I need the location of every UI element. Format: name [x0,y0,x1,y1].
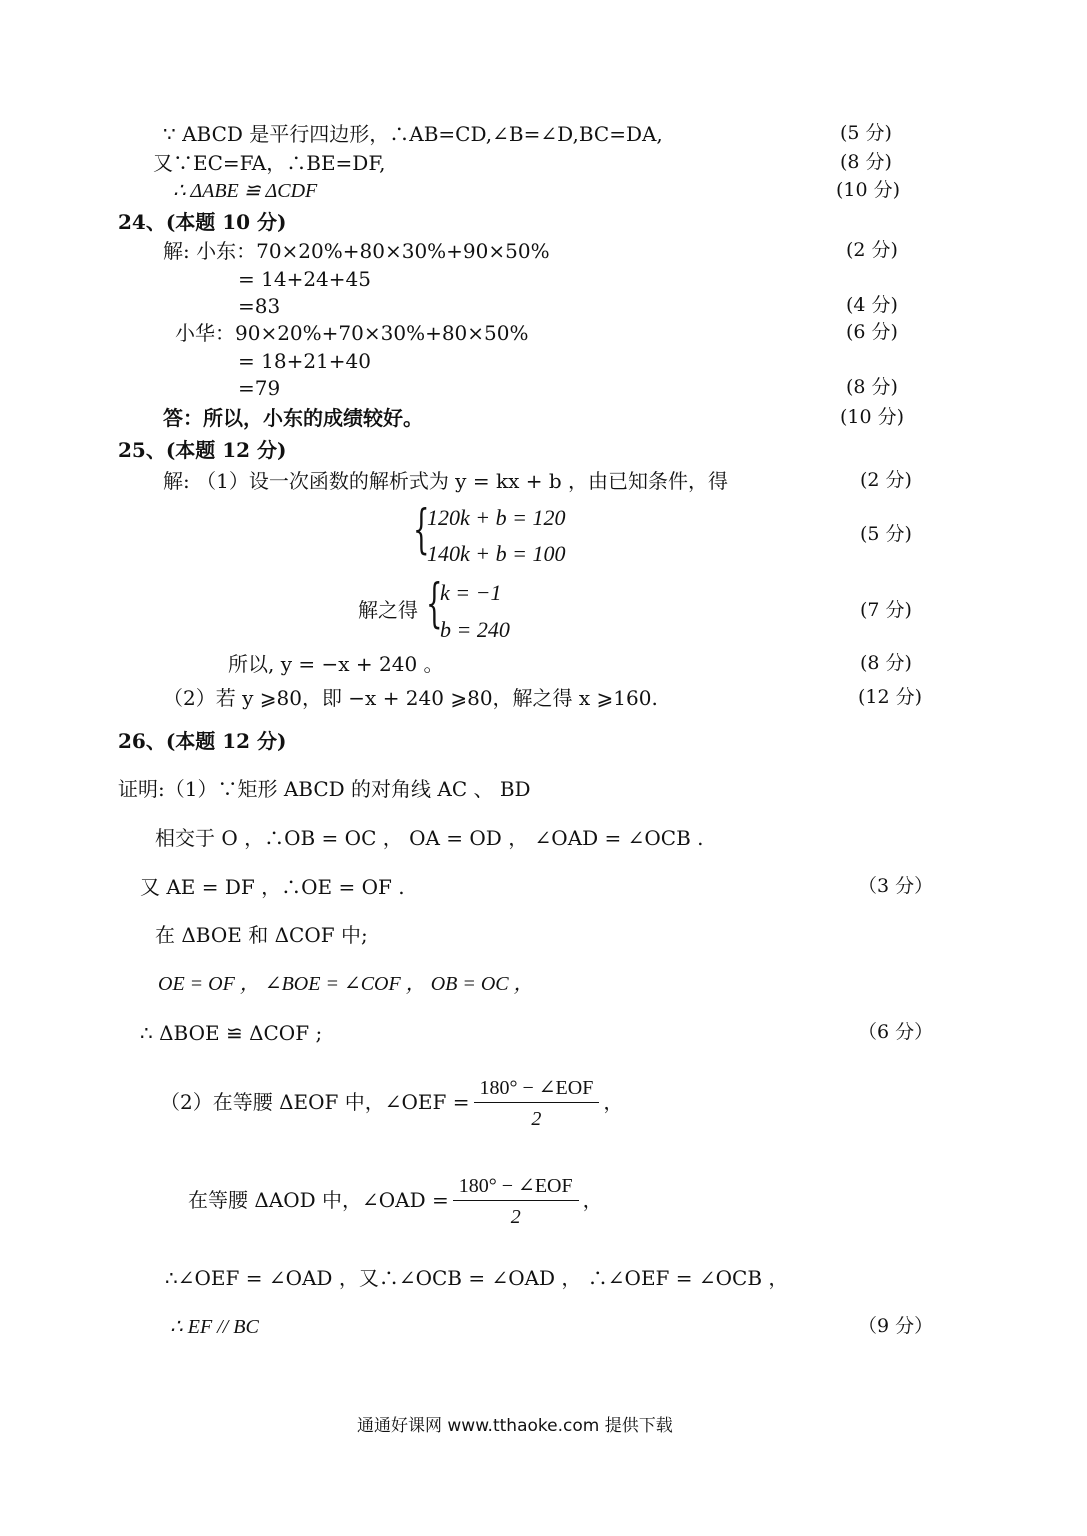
q26-fraction-1 [474,1078,600,1129]
q26-line-9: ∴∠OEF = ∠OAD ，又∴∠OCB = ∠OAD ， ∴∠OEF = ∠OCB ， [165,1266,789,1290]
q23-line-3: ∴ ΔABE ≌ ΔCDF [173,180,318,202]
q24-points-1: (2 分) [846,239,898,261]
q25-system-1-brace: { [413,500,430,560]
q26-fraction-1-denominator: 2 [531,1108,542,1130]
q24-points-6: (8 分) [846,376,898,398]
q23-points-1: (5 分) [840,122,892,144]
q24-line-3: =83 [238,294,281,318]
q25-points-5: (12 分) [858,686,923,708]
q26-line-10: ∴ EF // BC [170,1316,259,1338]
q25-line-5: （2）若 y ⩾80，即 −x + 240 ⩾80，解之得 x ⩾160. [163,686,658,710]
q24-title: 24、(本题 10 分) [118,210,287,234]
q25-points-2: (5 分) [860,523,912,545]
q26-fraction-2 [453,1176,579,1227]
q26-points-3: （3 分） [858,875,934,897]
q25-title: 25、(本题 12 分) [118,438,287,462]
q26-line-5: OE = OF ， ∠BOE = ∠COF ， OB = OC ， [158,973,534,995]
q25-solve-label: 解之得 [358,598,418,622]
q24-line-1: 解: 小东：70×20%+80×30%+90×50% [163,239,550,263]
q26-line-1: 证明:（1）∵矩形 ABCD 的对角线 AC 、 BD [118,777,531,801]
q26-fraction-2-denominator: 2 [510,1206,521,1228]
q23-points-2: (8 分) [840,151,892,173]
q24-line-5: = 18+21+40 [238,349,371,373]
q26-line-8-comma: ， [582,1188,603,1212]
q26-fraction-1-numerator: 180° − ∠EOF [474,1078,600,1103]
q24-points-3: (4 分) [846,294,898,316]
q26-line-3: 又 AE = DF ，∴OE = OF . [140,875,405,899]
q25-line-4: 所以, y = −x + 240 。 [228,652,444,676]
q26-line-7 [160,1078,623,1129]
q23-line-1: ∵ ABCD 是平行四边形，∴AB=CD,∠B=∠D,BC=DA, [163,122,663,146]
q24-answer: 答：所以，小东的成绩较好。 [163,406,423,430]
q26-points-10: （9 分） [858,1315,934,1337]
q24-line-2: = 14+24+45 [238,267,371,291]
q26-line-8 [188,1176,603,1227]
q25-points-1: (2 分) [860,469,912,491]
q26-title: 26、(本题 12 分) [118,729,287,753]
q25-points-3: (7 分) [860,599,912,621]
q24-line-6: =79 [238,376,281,400]
q25-system-2-brace: { [426,574,443,634]
q24-line-4: 小华：90×20%+70×30%+80×50% [175,321,529,345]
q25-system-2-eq-1: k = −1 [440,580,502,605]
q25-system-2-eq-2: b = 240 [440,617,510,642]
page-footer: 通通好课网 www.tthaoke.com 提供下载 [357,1416,673,1436]
q23-line-2: 又∵EC=FA，∴BE=DF, [153,151,386,175]
q26-line-6: ∴ ΔBOE ≌ ΔCOF ; [140,1021,323,1045]
q26-line-4: 在 ΔBOE 和 ΔCOF 中; [155,923,368,947]
q25-system-1-eq-1: 120k + b = 120 [427,505,566,530]
q25-points-4: (8 分) [860,652,912,674]
q25-line-1: 解: （1）设一次函数的解析式为 y = kx + b ，由已知条件，得 [163,469,728,493]
q25-system-1-eq-2: 140k + b = 100 [427,541,566,566]
q26-points-6: （6 分） [858,1021,934,1043]
q23-points-3: (10 分) [836,179,901,201]
q24-points-4: (6 分) [846,321,898,343]
q26-line-8-text: 在等腰 ΔAOD 中，∠OAD = [188,1188,449,1212]
q24-points-7: (10 分) [840,406,905,428]
q26-fraction-2-numerator: 180° − ∠EOF [453,1176,579,1201]
q26-line-7-comma: ， [603,1090,624,1114]
q26-line-7-text: （2）在等腰 ΔEOF 中，∠OEF = [160,1090,470,1114]
q26-line-2: 相交于 O ，∴OB = OC ， OA = OD ， ∠OAD = ∠OCB . [155,826,704,850]
